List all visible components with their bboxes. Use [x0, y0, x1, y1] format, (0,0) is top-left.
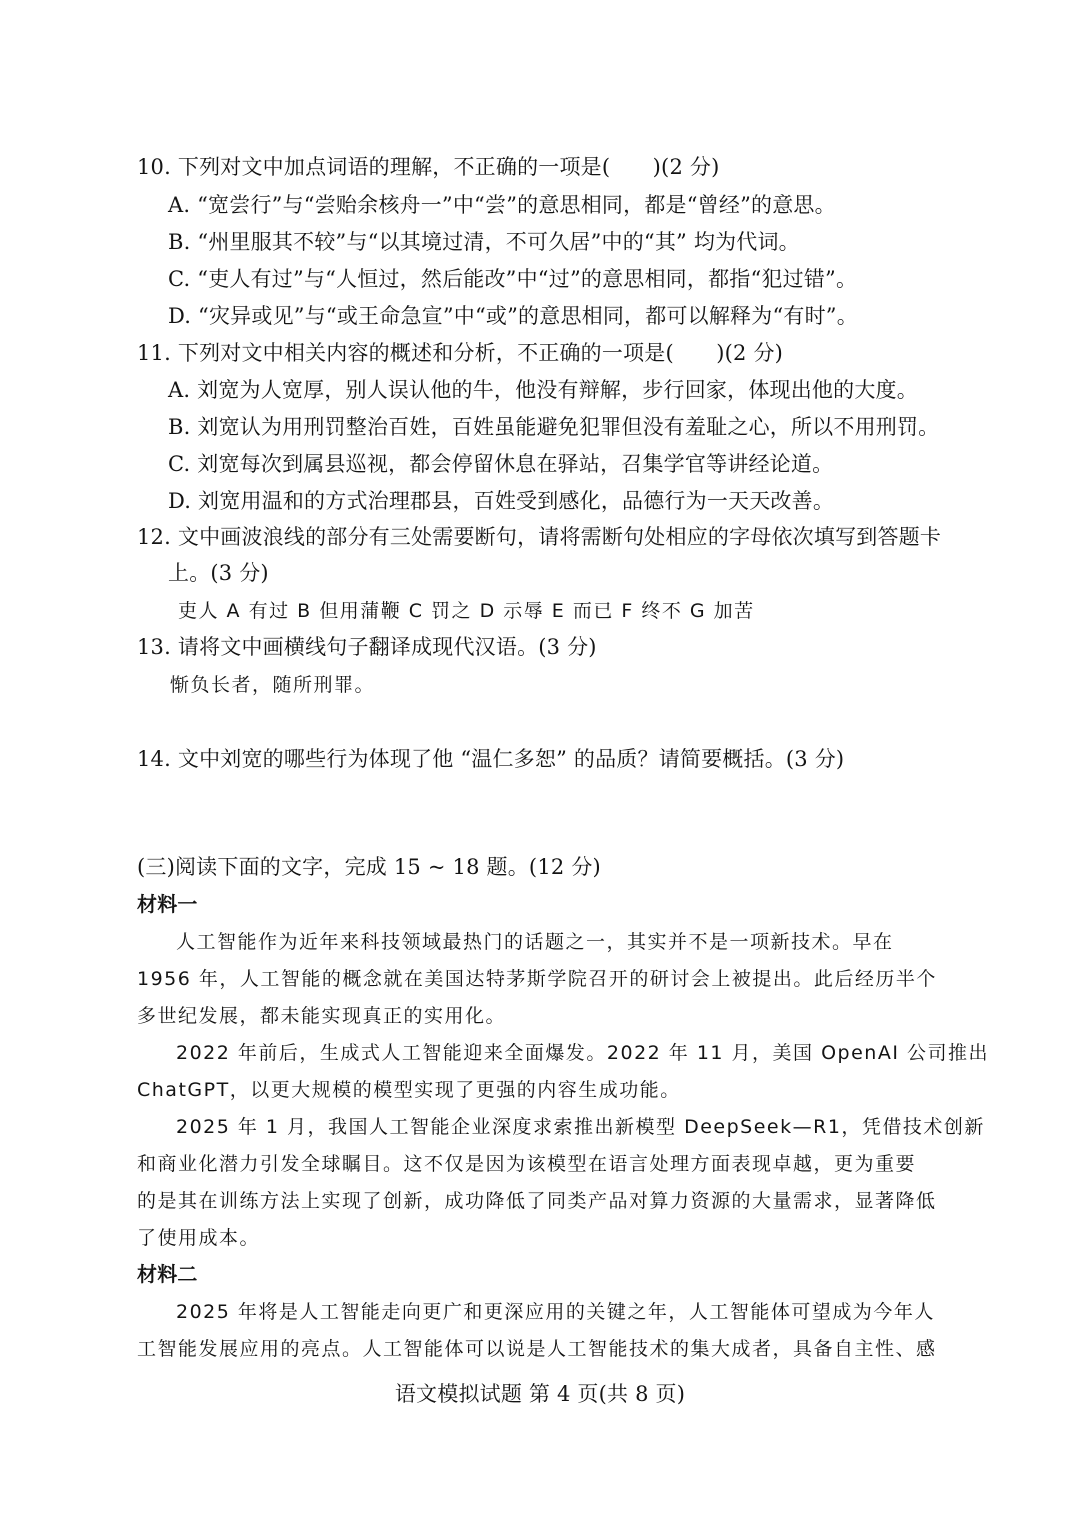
q11-option-c: C. 刘宽每次到属县巡视，都会停留休息在驿站，召集学官等讲经论道。: [168, 452, 834, 476]
q11-option-b: B. 刘宽认为用刑罚整治百姓，百姓虽能避免犯罪但没有羞耻之心，所以不用刑罚。: [168, 415, 940, 439]
page-footer: 语文模拟试题 第 4 页(共 8 页): [394, 1382, 686, 1406]
section3-heading: (三)阅读下面的文字，完成 15 ~ 18 题。(12 分): [137, 855, 601, 879]
m2-p1-line2: 工智能发展应用的亮点。人工智能体可以说是人工智能技术的集大成者，具备自主性、感: [137, 1338, 937, 1360]
q11-stem: 11. 下列对文中相关内容的概述和分析，不正确的一项是( )(2 分): [137, 341, 784, 365]
m1-p2-line2: ChatGPT，以更大规模的模型实现了更强的内容生成功能。: [137, 1079, 681, 1101]
q13-stem: 13. 请将文中画横线句子翻译成现代汉语。(3 分): [137, 635, 597, 659]
material2-title: 材料二: [137, 1262, 198, 1286]
m1-p3-line2: 和商业化潜力引发全球瞩目。这不仅是因为该模型在语言处理方面表现卓越，更为重要: [137, 1153, 917, 1175]
m1-p3-line1: 2025 年 1 月，我国人工智能企业深度求索推出新模型 DeepSeek—R1，凭借技术创新: [176, 1116, 985, 1138]
q10-option-a: A. “宽尝行”与“尝贻余核舟一”中“尝”的意思相同，都是“曾经”的意思。: [168, 193, 836, 217]
q13-sentence: 惭负长者，随所刑罪。: [170, 674, 376, 696]
m1-p1-line1: 人工智能作为近年来科技领域最热门的话题之一，其实并不是一项新技术。早在: [176, 931, 894, 953]
q11-option-d: D. 刘宽用温和的方式治理郡县，百姓受到感化，品德行为一天天改善。: [168, 489, 835, 513]
m1-p2-line1: 2022 年前后，生成式人工智能迎来全面爆发。2022 年 11 月，美国 OpenAI 公司推出: [176, 1042, 989, 1064]
q12-stem-continued: 上。(3 分): [168, 561, 269, 585]
q11-option-a: A. 刘宽为人宽厚，别人误认他的牛，他没有辩解，步行回家，体现出他的大度。: [168, 378, 918, 402]
q12-stem: 12. 文中画波浪线的部分有三处需要断句，请将需断句处相应的字母依次填写到答题卡: [137, 525, 942, 549]
m1-p1-line2: 1956 年，人工智能的概念就在美国达特茅斯学院召开的研讨会上被提出。此后经历半个: [137, 968, 937, 990]
m1-p1-line3: 多世纪发展，都未能实现真正的实用化。: [137, 1005, 507, 1027]
q10-option-b: B. “州里服其不较”与“以其境过清，不可久居”中的“其” 均为代词。: [168, 230, 800, 254]
material1-title: 材料一: [137, 892, 198, 916]
m1-p3-line3: 的是其在训练方法上实现了创新，成功降低了同类产品对算力资源的大量需求，显著降低: [137, 1190, 937, 1212]
q10-stem: 10. 下列对文中加点词语的理解，不正确的一项是( )(2 分): [137, 155, 720, 179]
q10-option-c: C. “吏人有过”与“人恒过，然后能改”中“过”的意思相同，都指“犯过错”。: [168, 267, 858, 291]
q14-stem: 14. 文中刘宽的哪些行为体现了他 “温仁多恕” 的品质？请简要概括。(3 分): [137, 747, 845, 771]
q10-option-d: D. “灾异或见”与“或王命急宣”中“或”的意思相同，都可以解释为“有时”。: [168, 304, 858, 328]
m2-p1-line1: 2025 年将是人工智能走向更广和更深应用的关键之年，人工智能体可望成为今年人: [176, 1301, 935, 1323]
q12-passage: 吏人 A 有过 B 但用蒲鞭 C 罚之 D 示辱 E 而已 F 终不 G 加苦: [178, 600, 755, 622]
m1-p3-line4: 了使用成本。: [137, 1227, 261, 1249]
